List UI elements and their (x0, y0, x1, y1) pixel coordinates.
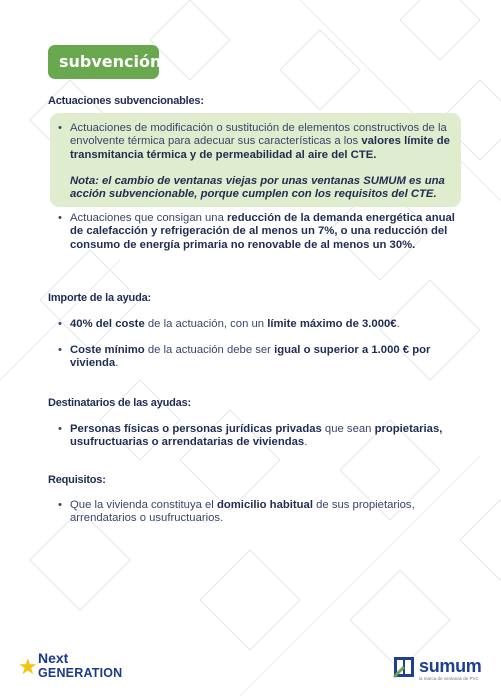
list-item (58, 344, 458, 371)
bullet-icon: • (58, 344, 62, 356)
section-title-destinatarios: Destinatarios de las ayudas: (48, 397, 191, 409)
next-label: Next (38, 650, 69, 666)
item-text: 40% del coste de la actuación, con un límite máximo de 3.000€. (70, 318, 400, 330)
bullet-icon: • (58, 212, 62, 224)
item-text: Actuaciones que consigan una reducción de la demanda energética anual de calefacción y refrigeración de al menos un 7%, o una reducción del consumo de energía primaria no renovable de al menos un 30%. (70, 212, 455, 251)
section-title-actuaciones: Actuaciones subvencionables: (48, 95, 204, 107)
list-item (58, 423, 458, 450)
section-title-requisitos: Requisitos: (48, 474, 106, 486)
brand-name: sumum (419, 656, 482, 676)
item-text: Que la vivienda constituya el domicilio habitual de sus propietarios, arrendatarios o usufructuarios. (70, 499, 415, 525)
generation-label: GENERATION (38, 666, 123, 680)
bullet-icon: • (58, 499, 62, 511)
bullet-icon: • (58, 423, 62, 435)
item-text: Coste mínimo de la actuación debe ser igual o superior a 1.000 € por vivienda. (70, 344, 431, 370)
brand-tagline: la marca de ventanas de PVC (419, 676, 479, 681)
item-text: Actuaciones de modificación o sustitución de elementos constructivos de la envolvente térmica para adecuar sus características a los valores límite de transmitancia térmica y de permeabilidad al aire del CTE. (70, 122, 450, 161)
sumum-logo (392, 655, 492, 685)
item-text: Personas físicas o personas jurídicas privadas que sean propietarias, usufructuarias o arrendatarias de viviendas. (70, 423, 443, 449)
next-generation-logo (18, 648, 138, 684)
list-item (58, 122, 458, 201)
item-note: Nota: el cambio de ventanas viejas por unas ventanas SUMUM es una acción subvencionable, porque cumplen con los requisitos del CTE. (70, 174, 445, 201)
subvencion-badge: subvención (48, 45, 159, 79)
bullet-icon: • (58, 122, 62, 134)
list-item (58, 212, 458, 252)
bullet-icon: • (58, 318, 62, 330)
star-icon: ★ (18, 654, 38, 679)
list-item (58, 499, 458, 526)
window-icon (392, 655, 416, 679)
list-item (58, 318, 458, 331)
section-title-importe: Importe de la ayuda: (48, 292, 151, 304)
